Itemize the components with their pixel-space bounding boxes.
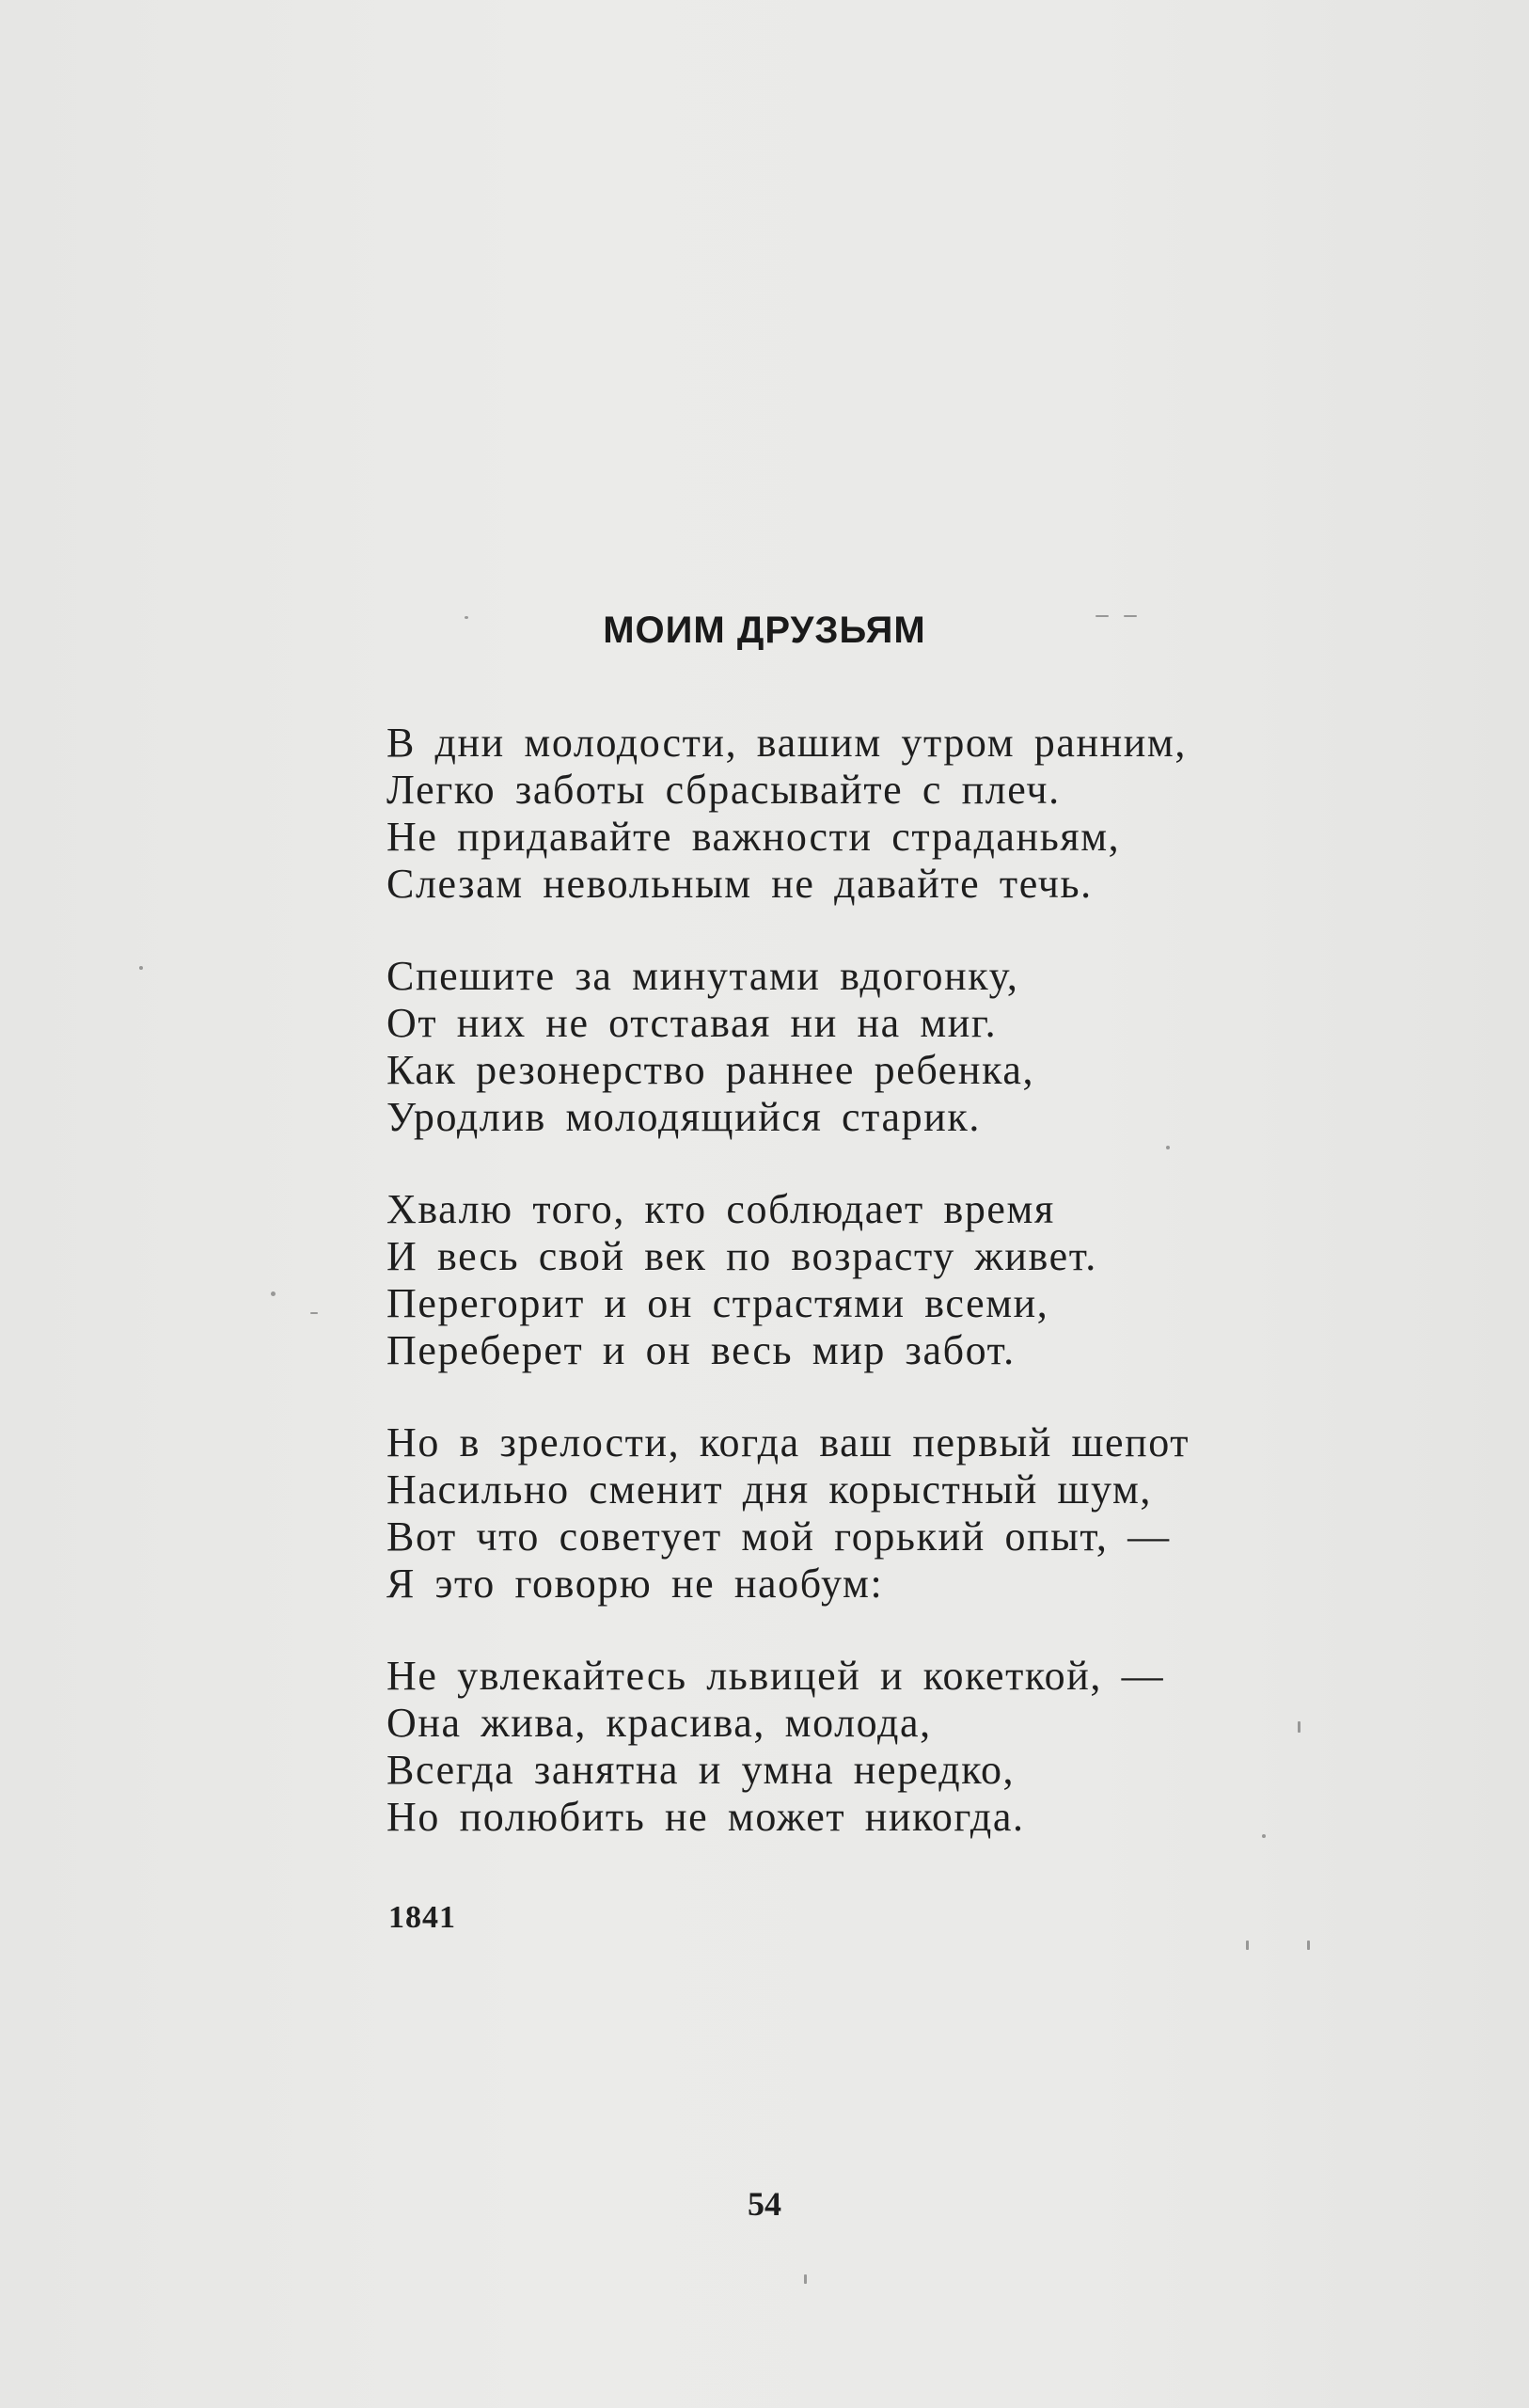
print-speck <box>1166 1146 1170 1149</box>
print-speck <box>1124 615 1137 617</box>
poem-line: Перегорит и он страстями всеми, <box>386 1280 1049 1326</box>
poem-line: Хвалю того, кто соблюдает время <box>386 1186 1055 1232</box>
poem-line: Легко заботы сбрасывайте с плеч. <box>386 767 1061 813</box>
stanza <box>386 720 1364 908</box>
poem-line: Переберет и он весь мир забот. <box>386 1327 1016 1373</box>
stanza <box>386 1419 1364 1608</box>
poem-line: Уродлив молодящийся старик. <box>386 1094 981 1140</box>
poem-line: Всегда занятна и умна нередко, <box>386 1747 1016 1793</box>
print-speck <box>1298 1721 1300 1733</box>
poem-line: От них не отставая ни на миг. <box>386 1000 998 1046</box>
poem-line: Вот что советует мой горький опыт, — <box>386 1513 1171 1560</box>
poem-line: Насильно сменит дня корыстный шум, <box>386 1466 1153 1513</box>
poem-title: МОИМ ДРУЗЬЯМ <box>603 610 926 651</box>
print-speck <box>804 2274 807 2284</box>
poem-line: Слезам невольным не давайте течь. <box>386 861 1093 907</box>
poem-line: И весь свой век по возрасту живет. <box>386 1233 1097 1279</box>
print-speck <box>310 1312 318 1314</box>
print-speck <box>271 1291 276 1296</box>
print-speck <box>1262 1834 1266 1838</box>
page-number: 54 <box>748 2185 781 2223</box>
print-speck <box>1096 615 1109 617</box>
poem-year: 1841 <box>388 1900 456 1935</box>
poem-line: Не увлекайтесь львицей и кокеткой, — <box>386 1653 1165 1699</box>
print-speck <box>1307 1941 1310 1950</box>
poem-line: Но в зрелости, когда ваш первый шепот <box>386 1419 1190 1465</box>
print-speck <box>465 616 468 619</box>
print-speck <box>1246 1941 1249 1950</box>
poem-line: Не придавайте важности страданьям, <box>386 814 1121 860</box>
stanza <box>386 1186 1364 1374</box>
poem-line: Я это говорю не наобум: <box>386 1560 884 1607</box>
poem-line: Она жива, красива, молода, <box>386 1700 932 1746</box>
stanza <box>386 953 1364 1141</box>
poem-line: В дни молодости, вашим утром ранним, <box>386 720 1187 766</box>
poem-line: Но полюбить не может никогда. <box>386 1794 1025 1840</box>
poem-body <box>386 720 1364 1886</box>
print-speck <box>139 966 143 970</box>
poem-line: Как резонерство раннее ребенка, <box>386 1047 1035 1093</box>
stanza <box>386 1653 1364 1841</box>
poem-line: Спешите за минутами вдогонку, <box>386 953 1019 999</box>
